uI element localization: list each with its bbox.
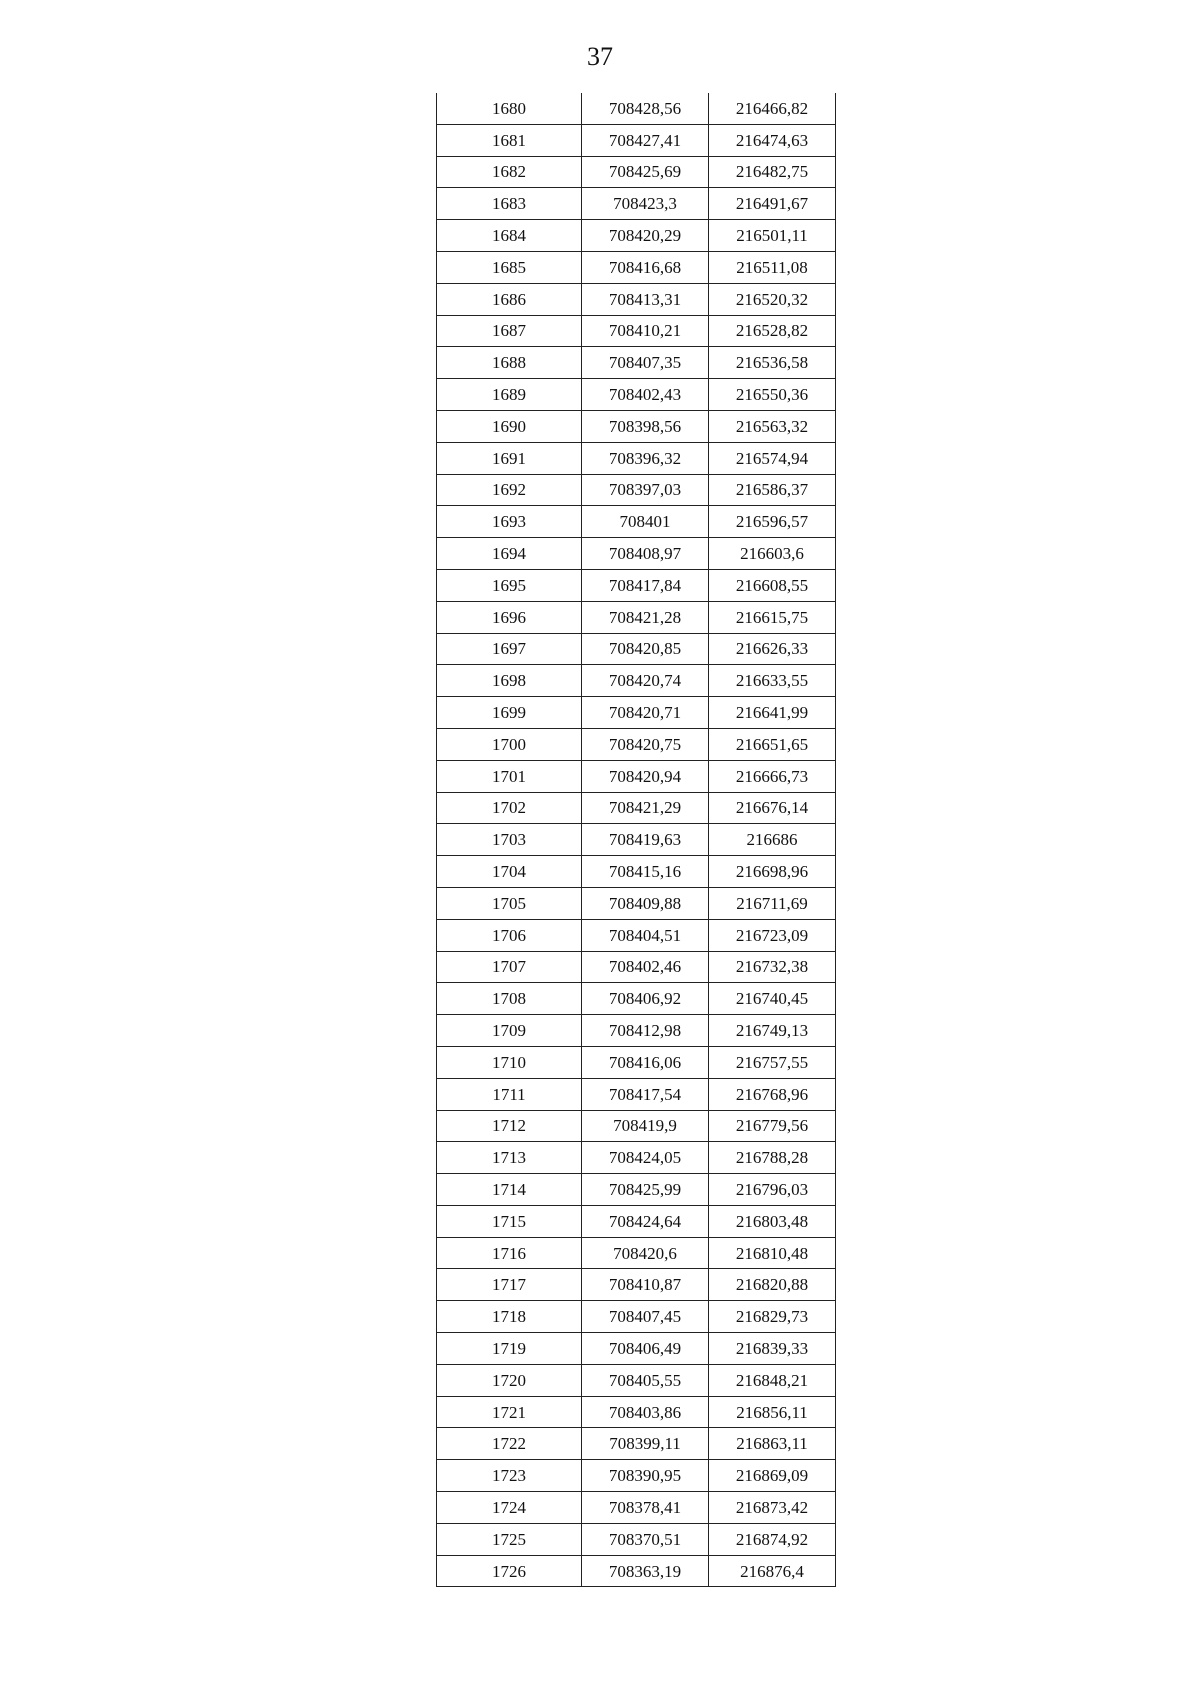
table-row [437, 156, 836, 188]
table-row [437, 283, 836, 315]
x-coordinate-cell: 708417,84 [582, 569, 709, 601]
point-number-cell: 1695 [437, 569, 582, 601]
y-coordinate-cell: 216788,28 [709, 1142, 836, 1174]
table-row [437, 442, 836, 474]
y-coordinate-cell: 216810,48 [709, 1237, 836, 1269]
table-row [437, 347, 836, 379]
y-coordinate-cell: 216482,75 [709, 156, 836, 188]
table-row [437, 919, 836, 951]
y-coordinate-cell: 216768,96 [709, 1078, 836, 1110]
x-coordinate-cell: 708415,16 [582, 856, 709, 888]
point-number-cell: 1720 [437, 1364, 582, 1396]
x-coordinate-cell: 708420,71 [582, 697, 709, 729]
x-coordinate-cell: 708421,29 [582, 792, 709, 824]
table-row [437, 506, 836, 538]
table-row [437, 728, 836, 760]
point-number-cell: 1723 [437, 1460, 582, 1492]
y-coordinate-cell: 216820,88 [709, 1269, 836, 1301]
point-number-cell: 1683 [437, 188, 582, 220]
point-number-cell: 1712 [437, 1110, 582, 1142]
y-coordinate-cell: 216723,09 [709, 919, 836, 951]
point-number-cell: 1717 [437, 1269, 582, 1301]
table-row [437, 1333, 836, 1365]
point-number-cell: 1693 [437, 506, 582, 538]
x-coordinate-cell: 708397,03 [582, 474, 709, 506]
x-coordinate-cell: 708404,51 [582, 919, 709, 951]
point-number-cell: 1706 [437, 919, 582, 951]
table-row [437, 856, 836, 888]
x-coordinate-cell: 708390,95 [582, 1460, 709, 1492]
point-number-cell: 1705 [437, 887, 582, 919]
y-coordinate-cell: 216803,48 [709, 1205, 836, 1237]
point-number-cell: 1691 [437, 442, 582, 474]
point-number-cell: 1684 [437, 220, 582, 252]
point-number-cell: 1713 [437, 1142, 582, 1174]
x-coordinate-cell: 708406,49 [582, 1333, 709, 1365]
x-coordinate-cell: 708420,29 [582, 220, 709, 252]
x-coordinate-cell: 708427,41 [582, 124, 709, 156]
point-number-cell: 1686 [437, 283, 582, 315]
y-coordinate-cell: 216732,38 [709, 951, 836, 983]
table-row [437, 760, 836, 792]
table-row [437, 1396, 836, 1428]
y-coordinate-cell: 216520,32 [709, 283, 836, 315]
y-coordinate-cell: 216511,08 [709, 251, 836, 283]
x-coordinate-cell: 708420,94 [582, 760, 709, 792]
table-row [437, 1492, 836, 1524]
y-coordinate-cell: 216641,99 [709, 697, 836, 729]
x-coordinate-cell: 708396,32 [582, 442, 709, 474]
page-number: 37 [587, 42, 613, 71]
table-row [437, 1555, 836, 1587]
point-number-cell: 1703 [437, 824, 582, 856]
y-coordinate-cell: 216474,63 [709, 124, 836, 156]
y-coordinate-cell: 216740,45 [709, 983, 836, 1015]
table-row [437, 601, 836, 633]
y-coordinate-cell: 216608,55 [709, 569, 836, 601]
point-number-cell: 1692 [437, 474, 582, 506]
table-row [437, 93, 836, 124]
y-coordinate-cell: 216666,73 [709, 760, 836, 792]
point-number-cell: 1709 [437, 1015, 582, 1047]
x-coordinate-cell: 708406,92 [582, 983, 709, 1015]
x-coordinate-cell: 708402,43 [582, 379, 709, 411]
y-coordinate-cell: 216779,56 [709, 1110, 836, 1142]
point-number-cell: 1708 [437, 983, 582, 1015]
table-row [437, 951, 836, 983]
y-coordinate-cell: 216686 [709, 824, 836, 856]
y-coordinate-cell: 216848,21 [709, 1364, 836, 1396]
table-row [437, 315, 836, 347]
x-coordinate-cell: 708408,97 [582, 538, 709, 570]
x-coordinate-cell: 708421,28 [582, 601, 709, 633]
table-row [437, 1142, 836, 1174]
point-number-cell: 1716 [437, 1237, 582, 1269]
y-coordinate-cell: 216536,58 [709, 347, 836, 379]
y-coordinate-cell: 216869,09 [709, 1460, 836, 1492]
x-coordinate-cell: 708420,6 [582, 1237, 709, 1269]
table-row [437, 1428, 836, 1460]
coordinates-table-body [437, 93, 836, 1587]
table-row [437, 1174, 836, 1206]
table-row [437, 1015, 836, 1047]
point-number-cell: 1704 [437, 856, 582, 888]
x-coordinate-cell: 708399,11 [582, 1428, 709, 1460]
point-number-cell: 1690 [437, 410, 582, 442]
point-number-cell: 1701 [437, 760, 582, 792]
point-number-cell: 1696 [437, 601, 582, 633]
x-coordinate-cell: 708398,56 [582, 410, 709, 442]
y-coordinate-cell: 216491,67 [709, 188, 836, 220]
table-row [437, 792, 836, 824]
table-row [437, 220, 836, 252]
table-row [437, 824, 836, 856]
table-row [437, 1205, 836, 1237]
table-row [437, 1046, 836, 1078]
y-coordinate-cell: 216466,82 [709, 93, 836, 124]
table-row [437, 1269, 836, 1301]
x-coordinate-cell: 708419,63 [582, 824, 709, 856]
x-coordinate-cell: 708407,35 [582, 347, 709, 379]
coordinates-table [436, 93, 836, 1587]
point-number-cell: 1700 [437, 728, 582, 760]
point-number-cell: 1726 [437, 1555, 582, 1587]
x-coordinate-cell: 708407,45 [582, 1301, 709, 1333]
y-coordinate-cell: 216839,33 [709, 1333, 836, 1365]
y-coordinate-cell: 216603,6 [709, 538, 836, 570]
x-coordinate-cell: 708416,68 [582, 251, 709, 283]
y-coordinate-cell: 216873,42 [709, 1492, 836, 1524]
point-number-cell: 1707 [437, 951, 582, 983]
table-row [437, 251, 836, 283]
table-row [437, 1110, 836, 1142]
x-coordinate-cell: 708409,88 [582, 887, 709, 919]
y-coordinate-cell: 216501,11 [709, 220, 836, 252]
point-number-cell: 1682 [437, 156, 582, 188]
y-coordinate-cell: 216586,37 [709, 474, 836, 506]
y-coordinate-cell: 216676,14 [709, 792, 836, 824]
x-coordinate-cell: 708423,3 [582, 188, 709, 220]
x-coordinate-cell: 708410,21 [582, 315, 709, 347]
point-number-cell: 1714 [437, 1174, 582, 1206]
y-coordinate-cell: 216829,73 [709, 1301, 836, 1333]
y-coordinate-cell: 216863,11 [709, 1428, 836, 1460]
point-number-cell: 1698 [437, 665, 582, 697]
y-coordinate-cell: 216876,4 [709, 1555, 836, 1587]
x-coordinate-cell: 708424,64 [582, 1205, 709, 1237]
y-coordinate-cell: 216796,03 [709, 1174, 836, 1206]
point-number-cell: 1724 [437, 1492, 582, 1524]
table-row [437, 633, 836, 665]
x-coordinate-cell: 708405,55 [582, 1364, 709, 1396]
table-row [437, 1364, 836, 1396]
point-number-cell: 1694 [437, 538, 582, 570]
y-coordinate-cell: 216574,94 [709, 442, 836, 474]
x-coordinate-cell: 708378,41 [582, 1492, 709, 1524]
x-coordinate-cell: 708420,74 [582, 665, 709, 697]
x-coordinate-cell: 708420,75 [582, 728, 709, 760]
table-row [437, 569, 836, 601]
point-number-cell: 1715 [437, 1205, 582, 1237]
x-coordinate-cell: 708363,19 [582, 1555, 709, 1587]
y-coordinate-cell: 216633,55 [709, 665, 836, 697]
point-number-cell: 1721 [437, 1396, 582, 1428]
table-row [437, 1523, 836, 1555]
x-coordinate-cell: 708370,51 [582, 1523, 709, 1555]
x-coordinate-cell: 708424,05 [582, 1142, 709, 1174]
x-coordinate-cell: 708413,31 [582, 283, 709, 315]
table-row [437, 1078, 836, 1110]
y-coordinate-cell: 216626,33 [709, 633, 836, 665]
point-number-cell: 1687 [437, 315, 582, 347]
x-coordinate-cell: 708425,69 [582, 156, 709, 188]
x-coordinate-cell: 708402,46 [582, 951, 709, 983]
y-coordinate-cell: 216757,55 [709, 1046, 836, 1078]
x-coordinate-cell: 708403,86 [582, 1396, 709, 1428]
y-coordinate-cell: 216615,75 [709, 601, 836, 633]
y-coordinate-cell: 216711,69 [709, 887, 836, 919]
y-coordinate-cell: 216698,96 [709, 856, 836, 888]
x-coordinate-cell: 708417,54 [582, 1078, 709, 1110]
y-coordinate-cell: 216651,65 [709, 728, 836, 760]
point-number-cell: 1710 [437, 1046, 582, 1078]
table-row [437, 410, 836, 442]
table-row [437, 474, 836, 506]
table-row [437, 1301, 836, 1333]
table-row [437, 887, 836, 919]
table-row [437, 697, 836, 729]
x-coordinate-cell: 708410,87 [582, 1269, 709, 1301]
point-number-cell: 1680 [437, 93, 582, 124]
y-coordinate-cell: 216856,11 [709, 1396, 836, 1428]
table-row [437, 665, 836, 697]
point-number-cell: 1719 [437, 1333, 582, 1365]
y-coordinate-cell: 216874,92 [709, 1523, 836, 1555]
y-coordinate-cell: 216563,32 [709, 410, 836, 442]
x-coordinate-cell: 708428,56 [582, 93, 709, 124]
point-number-cell: 1681 [437, 124, 582, 156]
point-number-cell: 1685 [437, 251, 582, 283]
point-number-cell: 1725 [437, 1523, 582, 1555]
point-number-cell: 1688 [437, 347, 582, 379]
y-coordinate-cell: 216749,13 [709, 1015, 836, 1047]
y-coordinate-cell: 216528,82 [709, 315, 836, 347]
x-coordinate-cell: 708401 [582, 506, 709, 538]
y-coordinate-cell: 216550,36 [709, 379, 836, 411]
table-row [437, 379, 836, 411]
point-number-cell: 1711 [437, 1078, 582, 1110]
y-coordinate-cell: 216596,57 [709, 506, 836, 538]
table-row [437, 188, 836, 220]
table-row [437, 1460, 836, 1492]
point-number-cell: 1699 [437, 697, 582, 729]
table-row [437, 983, 836, 1015]
table-row [437, 1237, 836, 1269]
x-coordinate-cell: 708420,85 [582, 633, 709, 665]
point-number-cell: 1722 [437, 1428, 582, 1460]
x-coordinate-cell: 708419,9 [582, 1110, 709, 1142]
point-number-cell: 1702 [437, 792, 582, 824]
table-row [437, 538, 836, 570]
x-coordinate-cell: 708425,99 [582, 1174, 709, 1206]
point-number-cell: 1718 [437, 1301, 582, 1333]
table-row [437, 124, 836, 156]
point-number-cell: 1689 [437, 379, 582, 411]
x-coordinate-cell: 708412,98 [582, 1015, 709, 1047]
x-coordinate-cell: 708416,06 [582, 1046, 709, 1078]
point-number-cell: 1697 [437, 633, 582, 665]
